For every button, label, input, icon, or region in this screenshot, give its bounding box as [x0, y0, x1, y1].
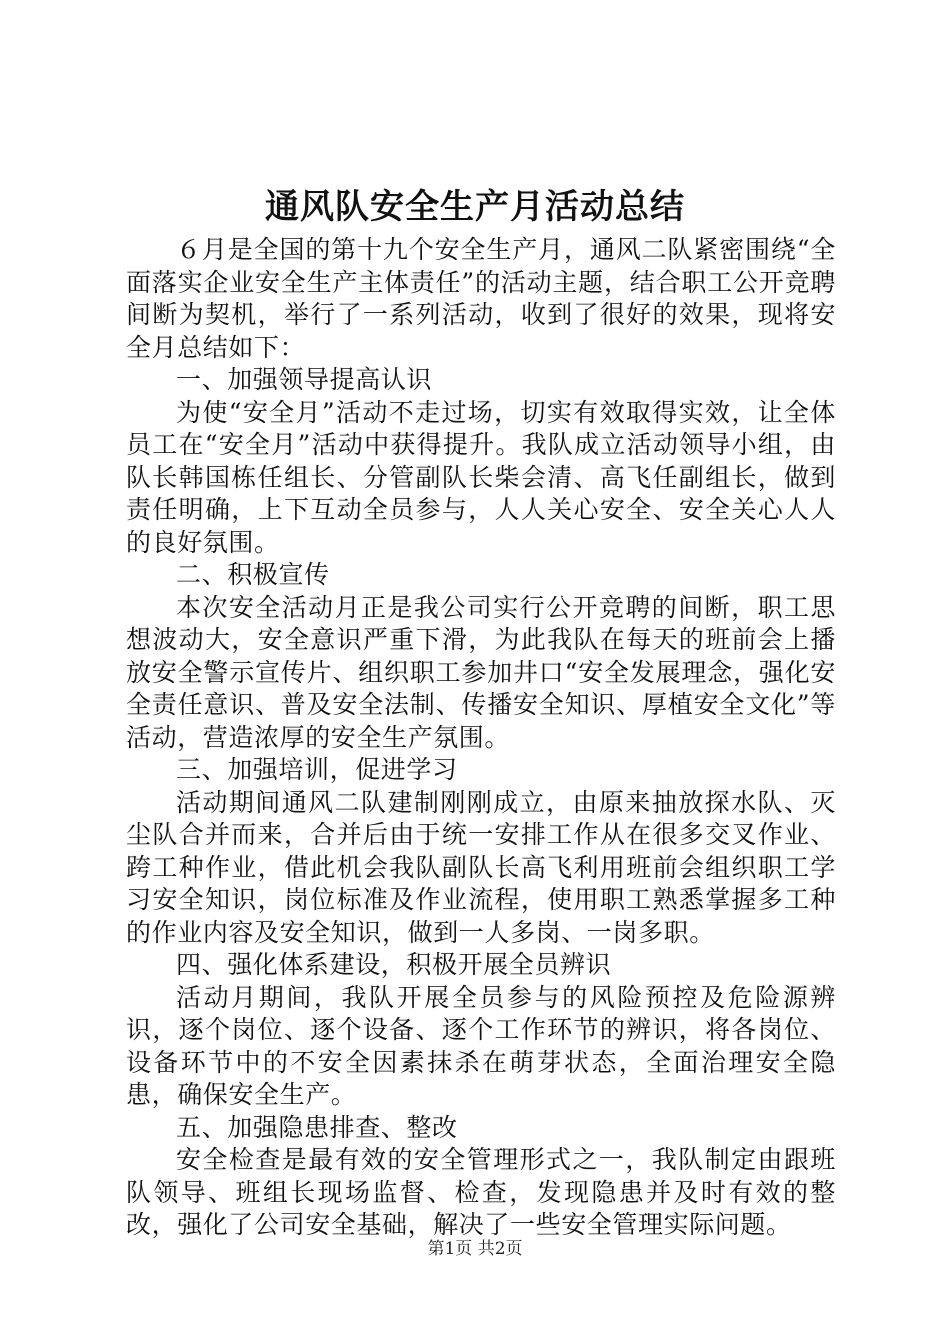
section-body-4: 活动月期间，我队开展全员参与的风险预控及危险源辨识，逐个岗位、逐个设备、逐个工作环节的辨识，将各岗位、设备环节中的不安全因素抹杀在萌芽状态，全面治理安全隐患，确保安全生产。: [126, 982, 836, 1109]
section-body-5: 安全检查是最有效的安全管理形式之一，我队制定由跟班队领导、班组长现场监督、检查，发现隐患并及时有效的整改，强化了公司安全基础，解决了一些安全管理实际问题。: [126, 1145, 836, 1239]
document-body: [126, 234, 836, 1242]
section-heading-4: 四、强化体系建设，积极开展全员辨识: [176, 950, 612, 979]
intro-paragraph: ６月是全国的第十九个安全生产月，通风二队紧密围绕“全面落实企业安全生产主体责任”的活动主题，结合职工公开竞聘间断为契机，举行了一系列活动，收到了很好的效果，现将安全月总结如下：: [126, 235, 836, 362]
section-body-2: 本次安全活动月正是我公司实行公开竞聘的间断，职工思想波动大，安全意识严重下滑，为此我队在每天的班前会上播放安全警示宣传片、组织职工参加井口“安全发展理念，强化安全责任意识、普及安全法制、传播安全知识、厚植安全文化”等活动，营造浓厚的安全生产氛围。: [126, 592, 836, 752]
page-footer: 第1页 共2页: [427, 1239, 523, 1259]
section-heading-5: 五、加强隐患排查、整改: [176, 1112, 458, 1142]
section-body-3: 活动期间通风二队建制刚刚成立，由原来抽放探水队、灭尘队合并而来，合并后由于统一安排工作从在很多交叉作业、跨工种作业，借此机会我队副队长高飞利用班前会组织职工学习安全知识，岗位标准及作业流程，使用职工熟悉掌握多工种的作业内容及安全知识，做到一人多岗、一岗多职。: [126, 787, 836, 947]
section-heading-3: 三、加强培训，促进学习: [176, 755, 458, 784]
document-title: 通风队安全生产月活动总结: [265, 187, 685, 227]
section-heading-1: 一、加强领导提高认识: [176, 365, 433, 394]
section-body-1: 为使“安全月”活动不走过场，切实有效取得实效，让全体员工在“安全月”活动中获得提升。我队成立活动领导小组，由队长韩国栋任组长、分管副队长柴会清、高飞任副组长，做到责任明确，上下互动全员参与，人人关心安全、安全关心人人的良好氛围。: [126, 397, 836, 557]
section-heading-2: 二、积极宣传: [176, 560, 330, 589]
